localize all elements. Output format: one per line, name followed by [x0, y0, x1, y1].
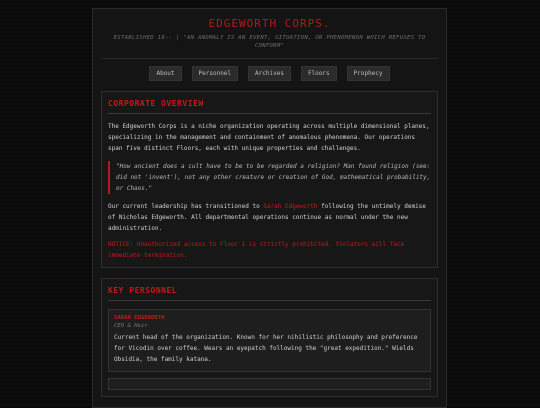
personnel-description: Current head of the organization. Known for her nihilistic philosophy and preference for Vicodin over coffee. Wears an eyepatch following the "great expedition." Wields Obsidia, the family katana. [114, 334, 418, 363]
main-page [92, 8, 447, 408]
personnel-section [101, 278, 438, 397]
personnel-name: SARAH EDGEWORTH [114, 315, 165, 321]
overview-section [101, 91, 438, 268]
overview-quote: "How ancient does a cult have to be to be regarded a religion? Man found religion (see: did not 'invent'), not any other creature or creation of God, mathematical probability, or Chaos." [108, 161, 431, 194]
leadership-paragraph [108, 201, 431, 234]
nav-personnel-button[interactable]: Personnel [192, 66, 239, 81]
nav-bar [93, 66, 446, 81]
leadership-text-after: following the untimely demise of Nicholas Edgeworth. All departmental operations continue as normal under the new administration. [108, 203, 426, 232]
nav-about-button[interactable]: About [149, 66, 181, 81]
personnel-card [108, 309, 431, 372]
nav-prophecy-button[interactable]: Prophecy [347, 66, 390, 81]
site-title: EDGEWORTH CORPS. [208, 17, 331, 30]
access-notice: NOTICE: Unauthorized access to Floor 1 is strictly prohibited. Violators will face immediate termination. [108, 241, 405, 259]
overview-heading: CORPORATE OVERVIEW [108, 99, 431, 114]
personnel-heading: KEY PERSONNEL [108, 286, 431, 301]
nav-archives-button[interactable]: Archives [248, 66, 291, 81]
nav-floors-button[interactable]: Floors [301, 66, 337, 81]
personnel-role: CEO & Heir [114, 323, 148, 329]
site-header [93, 9, 446, 50]
header-divider [101, 58, 438, 59]
site-subtitle: ESTABLISHED 19-- | "AN ANOMALY IS AN EVENT, SITUATION, OR PHENOMENON WHICH REFUSES TO CONFORM" [113, 35, 426, 49]
leader-name-link[interactable]: Sarah Edgeworth [263, 203, 318, 210]
overview-intro: The Edgeworth Corps is a niche organization operating across multiple dimensional planes, specializing in the management and containment of anomalous phenomena. Our operations span five distinct Floors, each with unique properties and challenges. [108, 123, 430, 152]
leadership-text-before: Our current leadership has transitioned to [108, 203, 264, 210]
personnel-card-next [108, 378, 431, 390]
